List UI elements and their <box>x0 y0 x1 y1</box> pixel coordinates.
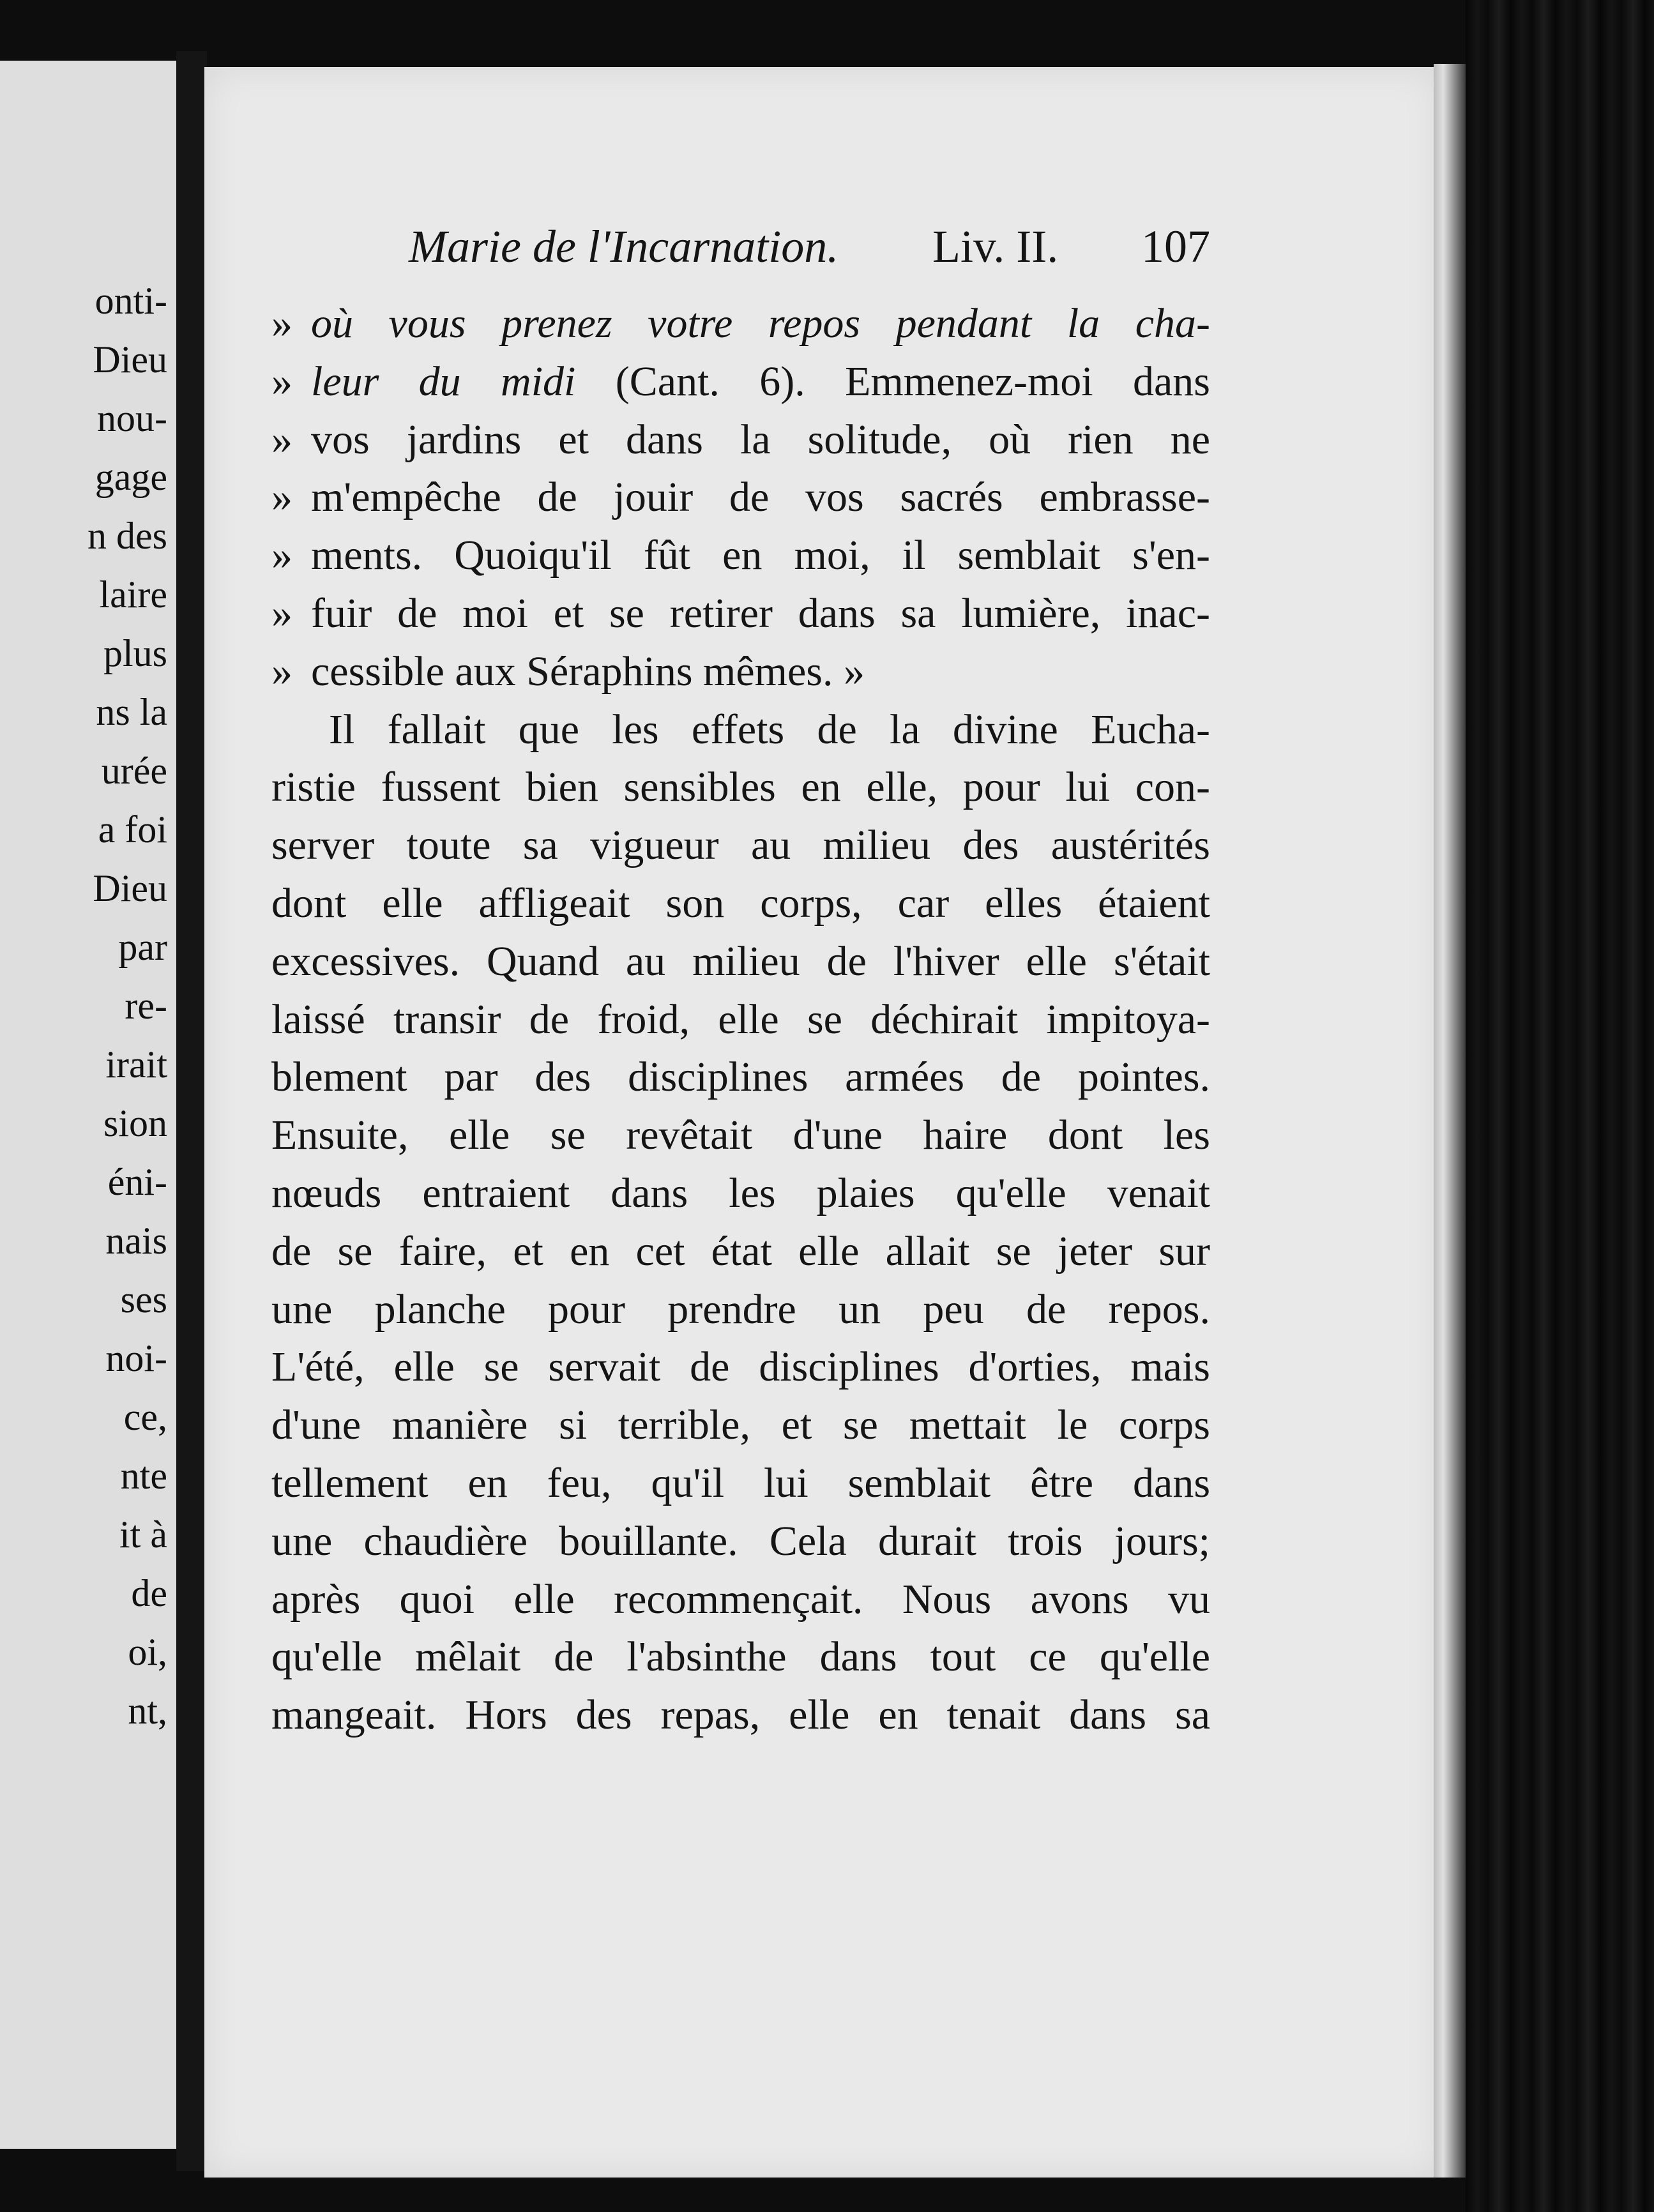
section-reference: Liv. II. <box>932 221 1059 272</box>
running-title: Marie de l'Incarnation. <box>409 221 839 272</box>
quote-text: m'empêche de jouir de vos sacrés embrasse- <box>311 474 1210 521</box>
paragraph-line: server toute sa vigueur au milieu des austérités <box>271 822 1210 869</box>
left-page-line: de <box>131 1572 167 1614</box>
quote-mark: » <box>271 474 292 521</box>
running-header <box>409 220 1210 291</box>
quote-line <box>271 469 1210 527</box>
paragraph-line: excessives. Quand au milieu de l'hiver elle s'était <box>271 937 1210 985</box>
quote-mark: » <box>271 416 292 463</box>
left-page-line: onti- <box>95 280 167 322</box>
paragraph-line: mangeait. Hors des repas, elle en tenait dans sa <box>271 1692 1210 1739</box>
quote-text: vos jardins et dans la solitude, où rien ne <box>311 416 1210 463</box>
left-page-line: laire <box>99 573 167 616</box>
quote-text: cessible aux Séraphins mêmes. » <box>311 648 865 695</box>
quote-italic-text: leur du midi <box>311 358 576 405</box>
left-page-line: Dieu <box>93 338 167 381</box>
left-page-line: gage <box>95 456 167 498</box>
quote-line <box>271 585 1210 643</box>
left-page-line: par <box>118 926 167 968</box>
quote-text: (Cant. 6). Emmenez-moi dans <box>575 358 1210 405</box>
quote-italic-text: où vous prenez votre repos pendant la cha- <box>311 300 1210 347</box>
paragraph-line: tellement en feu, qu'il lui semblait être dans <box>271 1459 1210 1506</box>
left-page-line: noi- <box>105 1337 167 1379</box>
quote-line <box>271 353 1210 411</box>
quote-mark: » <box>271 589 292 637</box>
book-gutter <box>176 51 207 2171</box>
left-page-line: a foi <box>98 808 167 851</box>
quote-line <box>271 527 1210 585</box>
paragraph-line: après quoi elle recommençait. Nous avons vu <box>271 1575 1210 1623</box>
paragraph-line: dont elle affligeait son corps, car elles étaient <box>271 879 1210 927</box>
paragraph-line: une planche pour prendre un peu de repos. <box>271 1285 1210 1333</box>
paragraph-line: ristie fussent bien sensibles en elle, pour lui con- <box>271 764 1210 811</box>
quote-mark: » <box>271 648 292 695</box>
quote-mark: » <box>271 300 292 347</box>
quote-mark: » <box>271 532 292 579</box>
page-body <box>271 295 1210 1745</box>
left-page-line: ns la <box>96 691 167 733</box>
left-page-line: sion <box>103 1102 167 1144</box>
paragraph-line: nœuds entraient dans les plaies qu'elle venait <box>271 1169 1210 1216</box>
paragraph-line: d'une manière si terrible, et se mettait le corps <box>271 1402 1210 1449</box>
left-page-line: ses <box>120 1278 167 1321</box>
quote-line <box>271 643 1210 701</box>
left-page-line: re- <box>125 985 167 1027</box>
paragraph-line: blement par des disciplines armées de pointes. <box>271 1054 1210 1101</box>
left-page-line: éni- <box>107 1161 167 1203</box>
paragraph-line: une chaudière bouillante. Cela durait trois jours; <box>271 1517 1210 1564</box>
quote-text: ments. Quoiqu'il fût en moi, il semblait s'en- <box>311 532 1210 579</box>
quote-mark: » <box>271 358 292 405</box>
paragraph-line: qu'elle mêlait de l'absinthe dans tout ce qu'elle <box>271 1633 1210 1681</box>
left-page-line: Dieu <box>93 867 167 909</box>
book-edge-shadow <box>1466 0 1654 2212</box>
paragraph-line: L'été, elle se servait de disciplines d'orties, mais <box>271 1344 1210 1391</box>
page-edge <box>1434 64 1466 2178</box>
left-page-line: nais <box>105 1220 167 1262</box>
left-page-line: plus <box>103 632 167 674</box>
quote-line <box>271 295 1210 353</box>
left-page-line: irait <box>105 1043 167 1086</box>
left-facing-page <box>0 61 179 2149</box>
left-page-line: it à <box>119 1513 167 1556</box>
left-page-line: nt, <box>128 1690 167 1732</box>
left-page-line: oi, <box>128 1631 167 1673</box>
page-number: 107 <box>1141 221 1210 272</box>
paragraph-line: de se faire, et en cet état elle allait se jeter sur <box>271 1227 1210 1275</box>
quote-text: fuir de moi et se retirer dans sa lumière, inac- <box>311 589 1210 637</box>
paragraph-line: Il fallait que les effets de la divine Eucha- <box>329 706 1210 753</box>
left-page-line: urée <box>101 750 167 792</box>
left-page-line: nte <box>120 1455 167 1497</box>
paragraph-line: Ensuite, elle se revêtait d'une haire dont les <box>271 1112 1210 1159</box>
quote-line <box>271 411 1210 469</box>
left-page-line: ce, <box>123 1396 167 1438</box>
left-page-line: nou- <box>97 397 167 439</box>
left-page-line: n des <box>87 515 167 557</box>
paragraph-line: laissé transir de froid, elle se déchirait impitoya- <box>271 996 1210 1043</box>
